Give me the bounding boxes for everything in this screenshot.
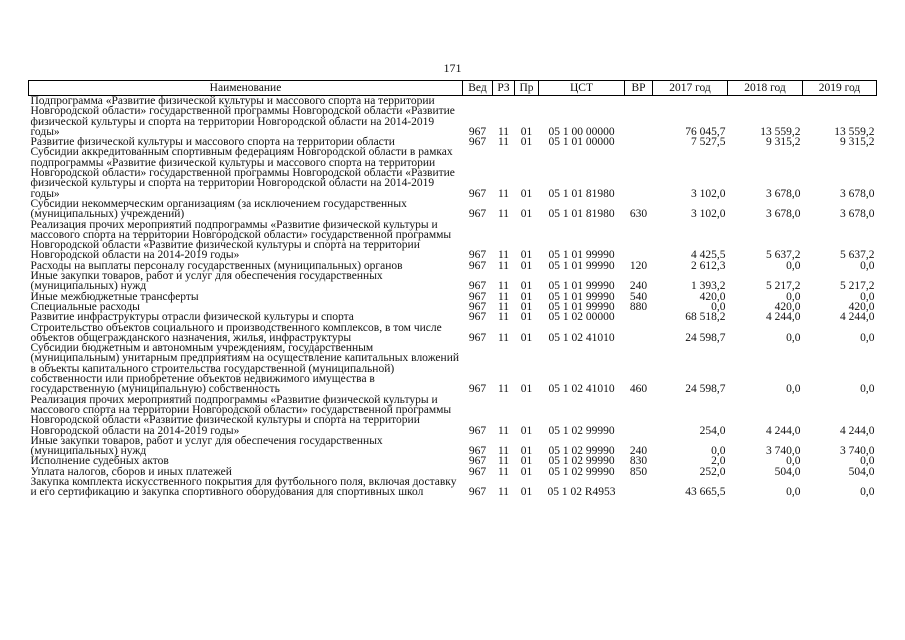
row-2017: 4 425,5 [691,249,726,262]
row-2017: 3 102,0 [691,208,726,221]
table-row [29,96,877,138]
row-pr: 01 [520,331,533,344]
row-2019: 4 244,0 [840,424,875,437]
row-2017: 7 527,5 [691,136,726,149]
row-2019: 0,0 [860,383,875,396]
row-name: Расходы на выплаты персоналу государственных (муниципальных) органов [30,259,403,272]
row-rz: 11 [497,300,510,313]
row-rz: 11 [497,311,510,324]
row-2017: 254,0 [699,424,726,437]
row-ved: 967 [468,424,487,437]
row-rz: 11 [497,136,510,149]
header-rz: РЗ [493,81,515,96]
table-row [29,220,877,261]
row-ved: 967 [468,259,487,272]
row-rz: 11 [497,259,510,272]
row-2017: 420,0 [699,290,726,303]
row-pr: 01 [520,125,533,138]
row-2018: 0,0 [786,259,801,272]
header-cst: ЦСТ [539,81,625,96]
table-row [29,312,877,322]
page-number: 171 [443,61,462,75]
header-2017: 2017 год [653,81,728,96]
row-pr: 01 [520,136,533,149]
table-row [29,199,877,220]
row-name: Субсидии аккредитованным спортивным федерациям Новгородской области в рамках подпрограммы «Развитие физической культуры и массового спорта на территории Новгородской области» государственной программы Новгородской области «Развитие физической культуры и спорта на территории Новгородской области на 2014-2019 годы» [30,146,455,200]
row-2017: 24 598,7 [685,331,726,344]
row-2019: 0,0 [860,486,875,499]
row-vr [625,323,653,344]
row-ved: 967 [468,445,487,458]
row-pr: 01 [520,465,533,478]
header-pr: Пр [515,81,539,96]
row-ved: 967 [468,280,487,293]
row-cst: 05 1 01 81980 [548,208,615,221]
row-2017: 3 102,0 [691,187,726,200]
row-pr: 01 [520,383,533,396]
row-2018: 504,0 [774,465,801,478]
row-cst: 05 1 02 00000 [548,311,615,324]
row-name: Специальные расходы [30,300,140,313]
row-name: Иные закупки товаров, работ и услуг для обеспечения государственных (муниципальных) нужд [30,270,383,293]
row-ved: 967 [468,208,487,221]
row-pr: 01 [520,455,533,468]
table-row [29,292,877,302]
header-vr: ВР [625,81,653,96]
row-2019: 3 740,0 [840,445,875,458]
row-cst: 05 1 01 99990 [548,290,615,303]
row-vr [625,395,653,436]
row-vr: 240 [629,445,648,458]
row-pr: 01 [520,445,533,458]
row-2018: 4 244,0 [766,311,801,324]
row-2019: 0,0 [860,290,875,303]
row-2019: 9 315,2 [840,136,875,149]
row-name: Исполнение судебных актов [30,455,169,468]
row-vr [625,96,653,138]
row-vr: 830 [629,455,648,468]
row-2017: 0,0 [711,445,726,458]
row-2019: 0,0 [860,259,875,272]
row-2017: 24 598,7 [685,383,726,396]
row-2019: 3 678,0 [840,208,875,221]
row-2018: 5 637,2 [766,249,801,262]
budget-table [28,80,877,498]
row-pr: 01 [520,290,533,303]
row-cst: 05 1 01 99990 [548,280,615,293]
row-cst: 05 1 02 41010 [548,331,615,344]
row-2018: 3 678,0 [766,208,801,221]
row-2017: 68 518,2 [685,311,726,324]
row-2017: 0,0 [711,300,726,313]
row-vr: 880 [629,300,648,313]
row-ved: 967 [468,455,487,468]
row-2018: 13 559,2 [760,125,801,138]
row-rz: 11 [497,445,510,458]
row-pr: 01 [520,249,533,262]
row-cst: 05 1 01 99990 [548,259,615,272]
row-name: Закупка комплекта искусственного покрытия для футбольного поля, включая доставку и его сертификацию и закупка спортивного оборудования для спортивных школ [30,475,457,499]
row-name: Подпрограмма «Развитие физической культуры и массового спорта на территории Новгородской области» государственной программы Новгородской области «Развитие физической культуры и спорта на территории Новгородской области на 2014-2019 годы» [30,95,455,138]
row-pr: 01 [520,424,533,437]
row-name: Субсидии некоммерческим организациям (за исключением государственных (муниципальных) учреждений) [30,197,407,221]
row-ved: 967 [468,383,487,396]
row-ved: 967 [468,311,487,324]
row-ved: 967 [468,136,487,149]
row-2017: 2 612,3 [691,259,726,272]
row-name: Иные закупки товаров, работ и услуг для обеспечения государственных (муниципальных) нужд [30,434,383,458]
row-2018: 9 315,2 [766,136,801,149]
row-ved: 967 [468,486,487,499]
row-2018: 0,0 [786,383,801,396]
row-rz: 11 [497,331,510,344]
table-row [29,147,877,198]
row-rz: 11 [497,486,510,499]
table-row [29,477,877,498]
row-2019: 5 217,2 [840,280,875,293]
header-2019: 2019 год [803,81,877,96]
row-name: Уплата налогов, сборов и иных платежей [30,465,232,478]
row-cst: 05 1 02 R4953 [547,486,616,499]
row-rz: 11 [497,465,510,478]
row-ved: 967 [468,125,487,138]
row-name: Субсидии бюджетным и автономным учреждениям, государственным (муниципальным) унитарным предприятиям на осуществление капитальных вложений в объекты капитального строительства государственной (муниципальной) собственности или приобретение объектов недвижимого имущества в государственную (муниципальную) собственность [30,342,460,396]
row-rz: 11 [497,187,510,200]
row-ved: 967 [468,187,487,200]
row-pr: 01 [520,300,533,313]
row-rz: 11 [497,249,510,262]
row-2017: 76 045,7 [685,125,726,138]
row-cst: 05 1 02 99990 [548,455,615,468]
row-name: Иные межбюджетные трансферты [30,290,199,303]
header-name: Наименование [29,81,463,96]
row-pr: 01 [520,208,533,221]
row-rz: 11 [497,424,510,437]
row-cst: 05 1 01 99990 [548,249,615,262]
row-2019: 504,0 [848,465,875,478]
row-cst: 05 1 01 99990 [548,300,615,313]
row-vr: 120 [629,259,648,272]
row-pr: 01 [520,486,533,499]
row-2019: 5 637,2 [840,249,875,262]
table-row [29,271,877,292]
row-cst: 05 1 00 00000 [548,125,615,138]
row-pr: 01 [520,187,533,200]
row-ved: 967 [468,249,487,262]
row-rz: 11 [497,208,510,221]
row-vr [625,312,653,322]
row-2019: 0,0 [860,455,875,468]
row-2018: 0,0 [786,331,801,344]
row-ved: 967 [468,300,487,313]
row-pr: 01 [520,259,533,272]
row-cst: 05 1 01 81980 [548,187,615,200]
table-body [29,96,877,498]
row-2017: 252,0 [699,465,726,478]
row-2018: 3 740,0 [766,445,801,458]
row-vr: 460 [629,383,648,396]
row-rz: 11 [497,455,510,468]
row-name: Развитие физической культуры и массового спорта на территории области [30,136,395,149]
row-2018: 3 678,0 [766,187,801,200]
row-2018: 0,0 [786,455,801,468]
table-row [29,343,877,394]
row-2018: 5 217,2 [766,280,801,293]
row-cst: 05 1 02 99990 [548,465,615,478]
header-2018: 2018 год [728,81,803,96]
row-vr [625,477,653,498]
table-row [29,323,877,344]
row-2018: 0,0 [786,290,801,303]
row-ved: 967 [468,331,487,344]
row-vr [625,147,653,198]
row-vr [625,137,653,147]
row-ved: 967 [468,465,487,478]
row-2017: 2,0 [711,455,726,468]
row-2018: 0,0 [786,486,801,499]
row-cst: 05 1 02 99990 [548,445,615,458]
row-name: Строительство объектов социального и производственного комплексов, в том числе объектов общегражданского назначения, жилья, инфраструктуры [30,321,442,344]
row-2019: 420,0 [848,300,875,313]
row-2017: 43 665,5 [685,486,726,499]
row-2019: 13 559,2 [834,125,875,138]
row-vr: 240 [629,280,648,293]
row-vr: 850 [629,465,648,478]
row-2018: 4 244,0 [766,424,801,437]
row-name: Реализация прочих мероприятий подпрограммы «Развитие физической культуры и массового спорта на территории Новгородской области» государственной программы Новгородской области «Развитие физической культуры и спорта на территории Новгородской области на 2014-2019 годы» [30,393,452,437]
row-rz: 11 [497,280,510,293]
row-2019: 0,0 [860,331,875,344]
row-cst: 05 1 01 00000 [548,136,615,149]
row-2018: 420,0 [774,300,801,313]
row-rz: 11 [497,290,510,303]
row-rz: 11 [497,383,510,396]
row-rz: 11 [497,125,510,138]
row-2019: 3 678,0 [840,187,875,200]
row-cst: 05 1 02 99990 [548,424,615,437]
row-ved: 967 [468,290,487,303]
row-name: Развитие инфраструктуры отрасли физической культуры и спорта [30,311,354,324]
table-row [29,395,877,436]
row-cst: 05 1 02 41010 [548,383,615,396]
header-ved: Вед [463,81,493,96]
table-header-row [29,81,877,96]
row-vr: 540 [629,290,648,303]
table-row [29,436,877,457]
row-2017: 1 393,2 [691,280,726,293]
row-pr: 01 [520,280,533,293]
row-vr: 630 [629,208,648,221]
row-vr [625,220,653,261]
row-name: Реализация прочих мероприятий подпрограммы «Развитие физической культуры и массового спорта на территории Новгородской области» государственной программы Новгородской области «Развитие физической культуры и спорта на территории Новгородской области на 2014-2019 годы» [30,218,452,262]
row-pr: 01 [520,311,533,324]
row-2019: 4 244,0 [840,311,875,324]
